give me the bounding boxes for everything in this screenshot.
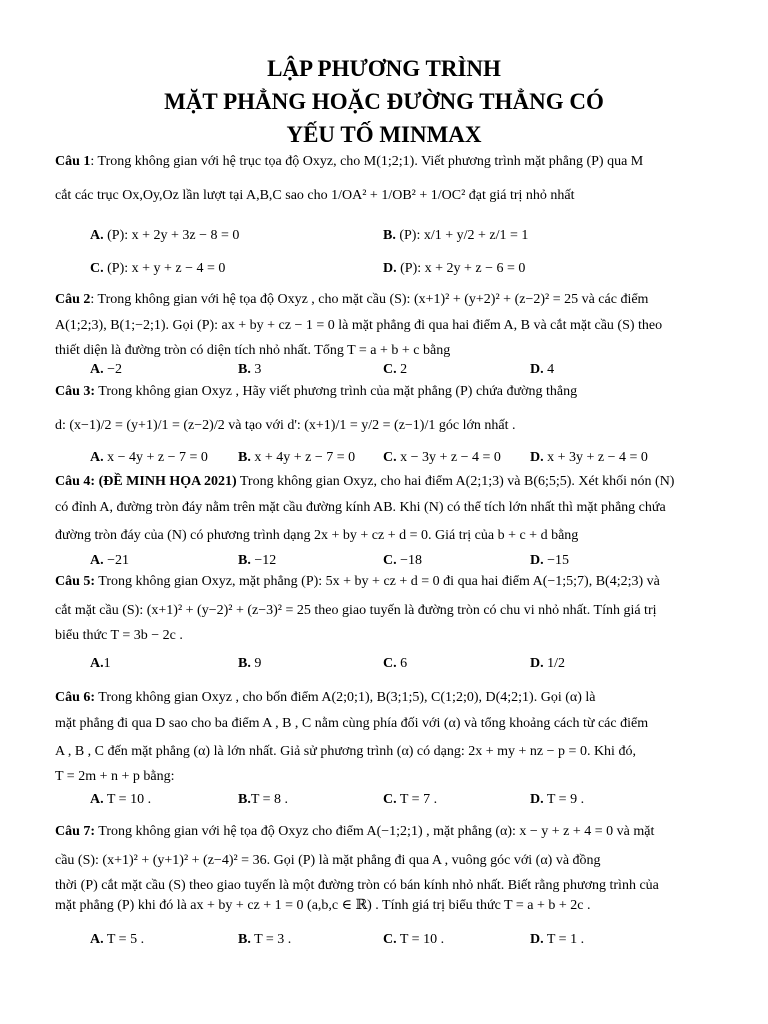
question-4-line-1: Câu 4: (ĐỀ MINH HỌA 2021) Trong không gian Oxyz, cho hai điểm A(2;1;3) và B(6;5;5). Xét khối nón (N) [55, 474, 675, 489]
question-1-line-2: cắt các trục Ox,Oy,Oz lần lượt tại A,B,C sao cho 1/OA² + 1/OB² + 1/OC² đạt giá trị nhỏ nhất [55, 188, 575, 203]
question-2-option-a: A. −2 [90, 362, 123, 377]
question-2-line-1: Câu 2: Trong không gian với hệ tọa độ Oxyz , cho mặt cầu (S): (x+1)² + (y+2)² + (z−2)² = 25 và các điểm [55, 292, 649, 307]
question-4-label: Câu 4: [55, 474, 96, 489]
question-5-line-2: cắt mặt cầu (S): (x+1)² + (y−2)² + (z−3)² = 25 theo giao tuyến là đường tròn có chu vi nhỏ nhất. Tính giá trị [55, 603, 657, 618]
question-7-option-c: C. T = 10 . [383, 932, 445, 947]
question-6-label: Câu 6: [55, 690, 96, 705]
question-2-label: Câu 2 [55, 292, 91, 307]
question-1-label: Câu 1 [55, 154, 91, 169]
question-3-line-1: Câu 3: Trong không gian Oxyz , Hãy viết phương trình của mặt phẳng (P) chứa đường thẳng [55, 384, 578, 399]
question-6-line-3: A , B , C đến mặt phẳng (α) là lớn nhất. Giả sử phương trình (α) có dạng: 2x + my + nz − p = 0. Khi đó, [55, 744, 636, 759]
question-7-line-2: cầu (S): (x+1)² + (y+1)² + (z−4)² = 36. Gọi (P) là mặt phẳng đi qua A , vuông góc với (α) và đồng [55, 853, 601, 868]
question-5-label: Câu 5: [55, 574, 96, 589]
question-5-option-a: A.1 [90, 656, 111, 671]
question-1-line-1: Câu 1: Trong không gian với hệ trục tọa độ Oxyz, cho M(1;2;1). Viết phương trình mặt phẳng (P) qua M [55, 154, 644, 169]
question-3-line-2: d: (x−1)/2 = (y+1)/1 = (z−2)/2 và tạo với d': (x+1)/1 = y/2 = (z−1)/1 góc lớn nhất . [55, 418, 516, 433]
question-5-option-b: B. 9 [238, 656, 262, 671]
question-4-option-b: B. −12 [238, 553, 277, 568]
question-6-line-2: mặt phẳng đi qua D sao cho ba điểm A , B , C nằm cùng phía đối với (α) và tổng khoảng cách từ các điểm [55, 716, 649, 731]
question-4-option-c: C. −18 [383, 553, 423, 568]
question-5-option-c: C. 6 [383, 656, 408, 671]
question-3-option-c: C. x − 3y + z − 4 = 0 [383, 450, 501, 465]
question-1-option-b: B. (P): x/1 + y/2 + z/1 = 1 [383, 228, 529, 243]
question-7-line-1: Câu 7: Trong không gian với hệ tọa độ Oxyz cho điểm A(−1;2;1) , mặt phẳng (α): x − y + z + 4 = 0 và mặt [55, 824, 655, 839]
question-1-option-c: C. (P): x + y + z − 4 = 0 [90, 261, 226, 276]
question-3-option-b: B. x + 4y + z − 7 = 0 [238, 450, 356, 465]
question-6-option-c: C. T = 7 . [383, 792, 438, 807]
question-4-line-2: có đỉnh A, đường tròn đáy nằm trên mặt cầu đường kính AB. Khi (N) có thể tích lớn nhất thì mặt phẳng chứa [55, 500, 666, 515]
question-7-line-4: mặt phẳng (P) khi đó là ax + by + cz + 1 = 0 (a,b,c ∈ ℝ) . Tính giá trị biểu thức T = a + b + 2c . [55, 898, 591, 913]
question-7-option-d: D. T = 1 . [530, 932, 585, 947]
question-2-option-b: B. 3 [238, 362, 262, 377]
question-1-option-d: D. (P): x + 2y + z − 6 = 0 [383, 261, 526, 276]
question-2-option-c: C. 2 [383, 362, 408, 377]
question-6-line-1: Câu 6: Trong không gian Oxyz , cho bốn điểm A(2;0;1), B(3;1;5), C(1;2;0), D(4;2;1). Gọi (α) là [55, 690, 596, 705]
question-6-option-d: D. T = 9 . [530, 792, 585, 807]
question-3-option-a: A. x − 4y + z − 7 = 0 [90, 450, 208, 465]
page-title-line-3: YẾU TỐ MINMAX [286, 122, 482, 147]
question-7-option-a: A. T = 5 . [90, 932, 145, 947]
question-3-label: Câu 3: [55, 384, 96, 399]
question-5-line-3: biểu thức T = 3b − 2c . [55, 628, 183, 643]
question-4-source: (ĐỀ MINH HỌA 2021) [95, 474, 237, 489]
question-6-line-4: T = 2m + n + p bằng: [55, 769, 175, 784]
question-2-line-2: A(1;2;3), B(1;−2;1). Gọi (P): ax + by + cz − 1 = 0 là mặt phẳng đi qua hai điểm A, B và cắt mặt cầu (S) theo [55, 318, 663, 333]
page-title-line-2: MẶT PHẲNG HOẶC ĐƯỜNG THẲNG CÓ [164, 89, 604, 114]
question-6-option-b: B.T = 8 . [238, 792, 289, 807]
question-1-option-a: A. (P): x + 2y + 3z − 8 = 0 [90, 228, 240, 243]
question-2-line-3: thiết diện là đường tròn có diện tích nhỏ nhất. Tổng T = a + b + c bằng [55, 343, 451, 358]
question-5-option-d: D. 1/2 [530, 656, 566, 671]
question-5-line-1: Câu 5: Trong không gian Oxyz, mặt phẳng (P): 5x + by + cz + d = 0 đi qua hai điểm A(−1;5;7), B(4;2;3) và [55, 574, 660, 589]
question-4-option-a: A. −21 [90, 553, 130, 568]
question-2-option-d: D. 4 [530, 362, 555, 377]
question-7-option-b: B. T = 3 . [238, 932, 292, 947]
question-7-line-3: thời (P) cắt mặt cầu (S) theo giao tuyến là một đường tròn có bán kính nhỏ nhất. Biết rằng phương trình của [55, 878, 659, 893]
question-3-option-d: D. x + 3y + z − 4 = 0 [530, 450, 648, 465]
question-4-line-3: đường tròn đáy của (N) có phương trình dạng 2x + by + cz + d = 0. Giá trị của b + c + d bằng [55, 528, 579, 543]
question-6-option-a: A. T = 10 . [90, 792, 152, 807]
question-4-option-d: D. −15 [530, 553, 570, 568]
question-7-label: Câu 7: [55, 824, 96, 839]
page-title-line-1: LẬP PHƯƠNG TRÌNH [267, 56, 501, 81]
